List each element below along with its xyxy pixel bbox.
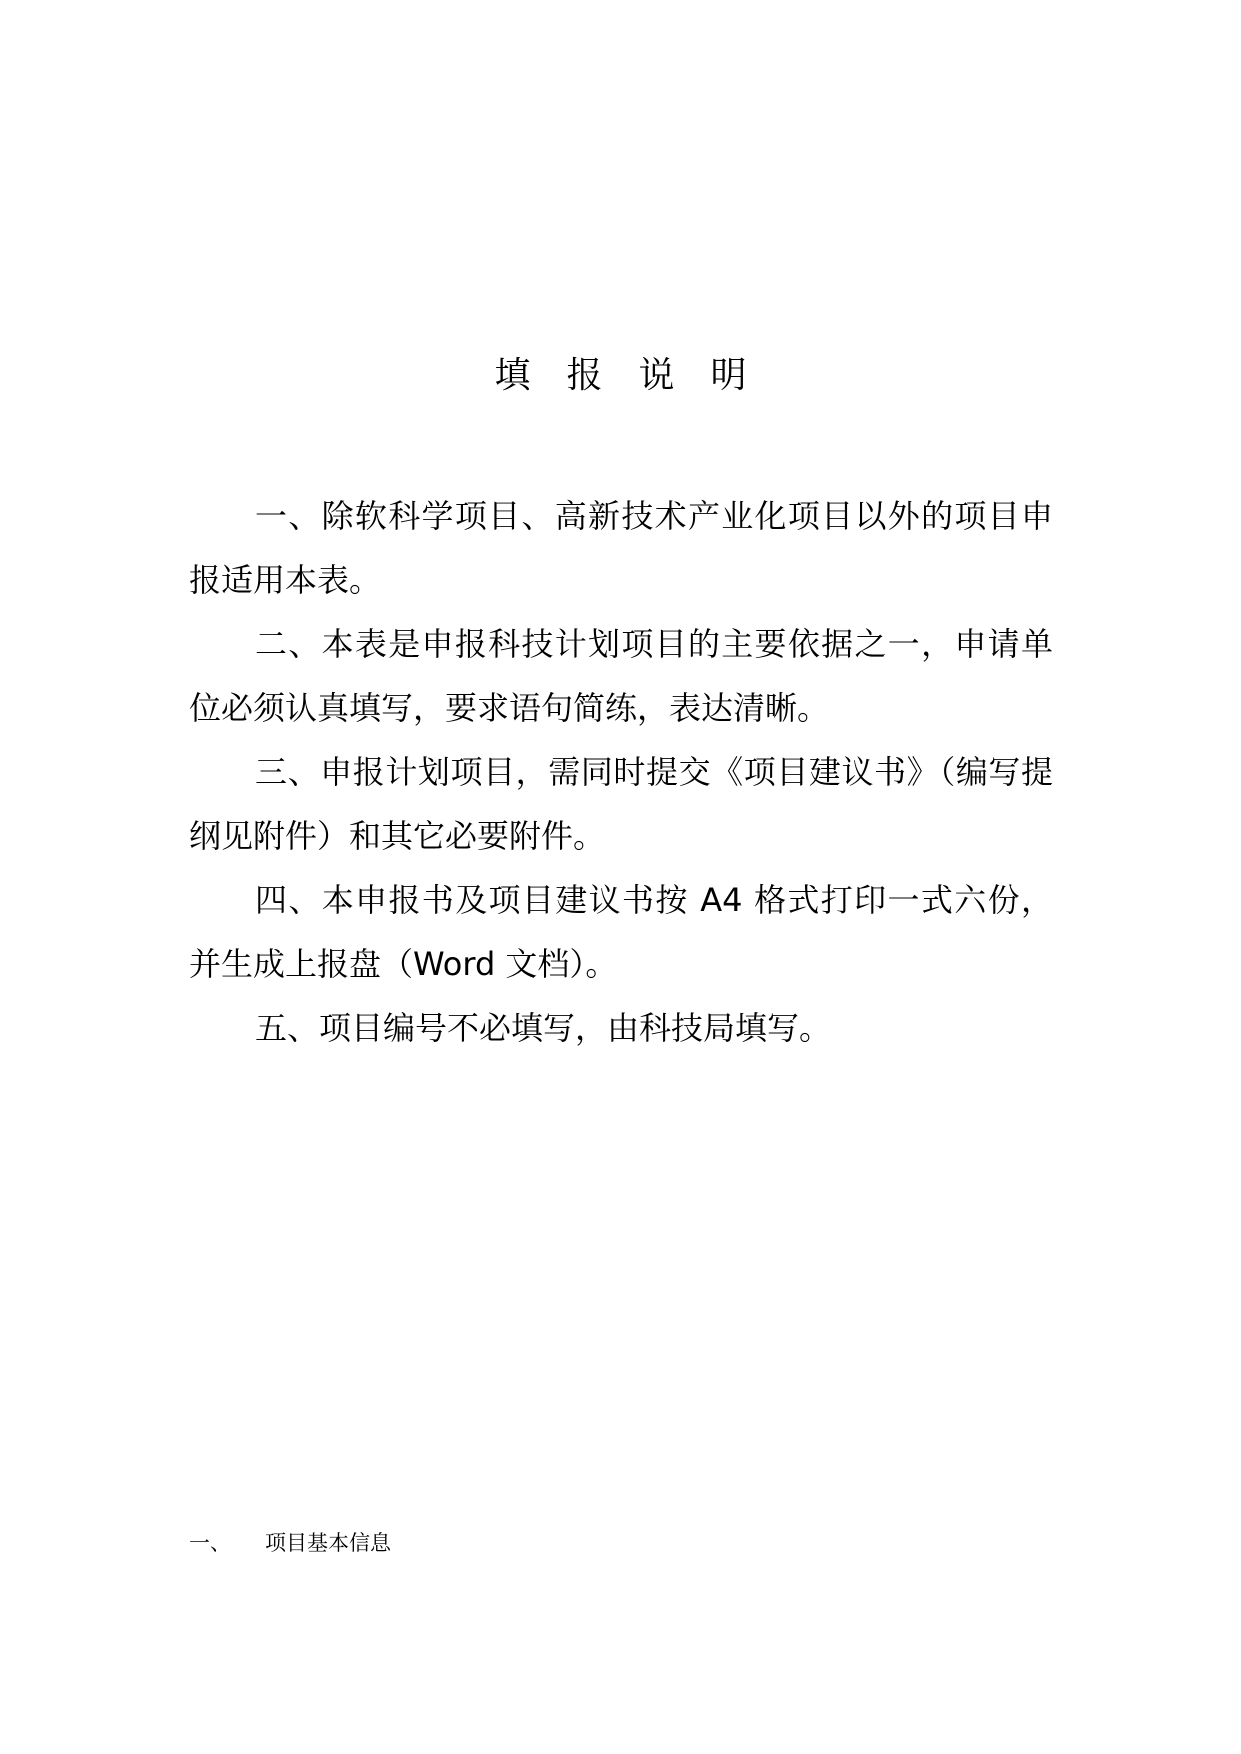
- instruction-item-5: 五、项目编号不必填写，由科技局填写。: [255, 1009, 832, 1047]
- section-heading: [189, 1528, 391, 1558]
- instruction-item-4: 四、本申报书及项目建议书按 A4 格式打印一式六份，并生成上报盘（Word 文档）。: [189, 881, 1053, 983]
- instruction-item-3: 三、申报计划项目，需同时提交《项目建议书》（编写提纲见附件）和其它必要附件。: [189, 753, 1053, 855]
- instruction-item-1: 一、除软科学项目、高新技术产业化项目以外的项目申报适用本表。: [189, 497, 1053, 599]
- instruction-list: [189, 484, 1053, 1060]
- section-label: 项目基本信息: [265, 1531, 391, 1555]
- section-number: 一、: [189, 1531, 231, 1555]
- instruction-item-2: 二、本表是申报科技计划项目的主要依据之一，申请单位必须认真填写，要求语句简练，表达清晰。: [189, 625, 1053, 727]
- page-title: 填报说明: [494, 355, 783, 396]
